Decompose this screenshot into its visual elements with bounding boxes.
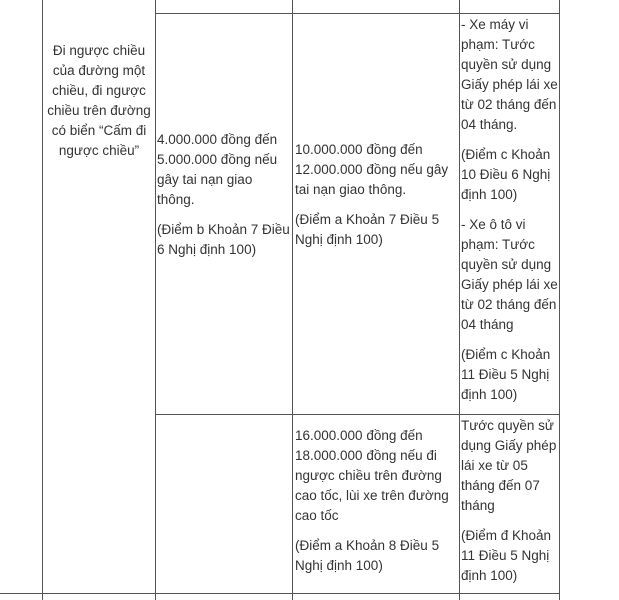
table-col-divider-1 — [155, 0, 156, 600]
table-col-divider-2 — [292, 0, 293, 600]
violation-text: Đi ngược chiều của đường một chiều, đi ngược chiều trên đường có biển “Cấm đi ngược chiều” — [47, 43, 151, 158]
violation-cell — [46, 41, 152, 171]
row1-motorbike-fine-ref: (Điểm b Khoản 7 Điều 6 Nghị định 100) — [157, 222, 290, 257]
row1-extra-motorbike-text: - Xe máy vi phạm: Tước quyền sử dụng Giấy phép lái xe từ 02 tháng đến 04 tháng. — [461, 17, 558, 132]
table-row-divider-top — [155, 13, 560, 14]
row2-extra-ref: (Điểm đ Khoản 11 Điều 5 Nghị định 100) — [461, 528, 552, 583]
row1-motorbike-fine-cell — [157, 130, 291, 270]
row1-extra-car-text: - Xe ô tô vi phạm: Tước quyền sử dụng Giấy phép lái xe từ 02 tháng đến 04 tháng — [461, 217, 558, 332]
row1-motorbike-fine-text: 4.000.000 đồng đến 5.000.000 đồng nếu gây tai nạn giao thông. — [157, 132, 278, 207]
row1-extra-car-ref: (Điểm c Khoản 11 Điều 5 Nghị định 100) — [461, 347, 551, 402]
row1-car-fine-text: 10.000.000 đồng đến 12.000.000 đồng nếu gây tai nạn giao thông. — [295, 142, 449, 197]
table-border-left — [42, 0, 43, 600]
row2-extra-penalty-cell — [461, 416, 558, 596]
row1-extra-motorbike-ref: (Điểm c Khoản 10 Điều 6 Nghị định 100) — [461, 147, 551, 202]
row2-extra-text: Tước quyền sử dụng Giấy phép lái xe từ 05 tháng đến 07 tháng — [461, 418, 557, 513]
table-border-right — [559, 0, 560, 600]
row2-car-fine-cell — [295, 426, 457, 586]
row1-car-fine-ref: (Điểm a Khoản 7 Điều 5 Nghị định 100) — [295, 212, 440, 247]
row1-extra-penalty-cell — [461, 15, 558, 415]
table-col-divider-3 — [459, 0, 460, 600]
row1-car-fine-cell — [295, 140, 457, 260]
row2-car-fine-ref: (Điểm a Khoản 8 Điều 5 Nghị định 100) — [295, 538, 440, 573]
row2-car-fine-text: 16.000.000 đồng đến 18.000.000 đồng nếu đi ngược chiều trên đường cao tốc, lùi xe trên đường cao tốc — [295, 428, 449, 523]
